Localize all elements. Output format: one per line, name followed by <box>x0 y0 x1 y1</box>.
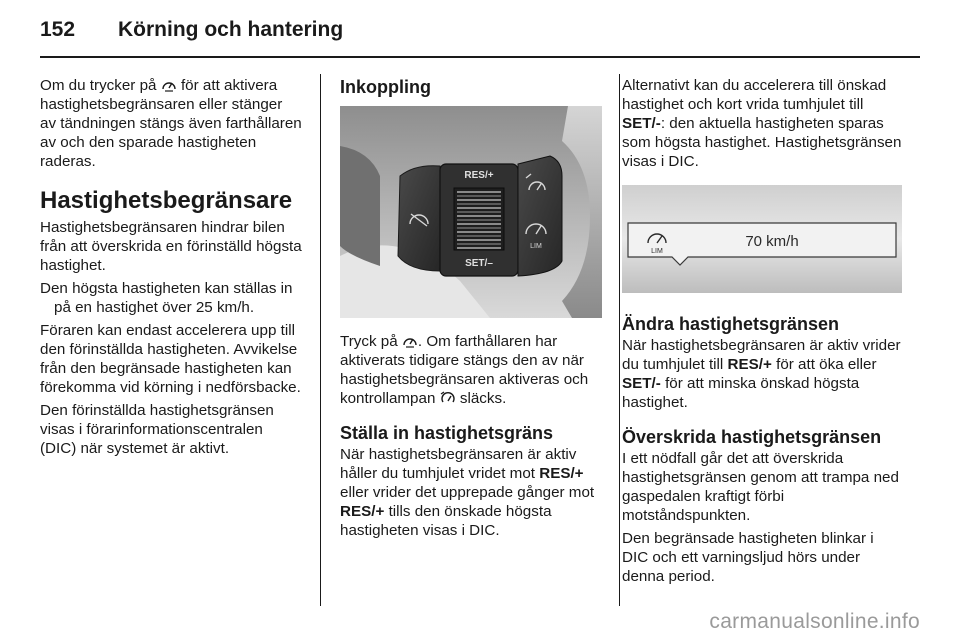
column-1 <box>40 76 302 462</box>
text: Om du trycker på <box>40 77 157 94</box>
text: för att minska önskad högsta hastighet. <box>622 375 860 411</box>
thumbwheel-rib <box>457 203 501 205</box>
paragraph <box>622 76 902 171</box>
thumbwheel-rib <box>457 207 501 209</box>
thumbwheel-rib <box>457 211 501 213</box>
page-header <box>40 14 920 50</box>
text: släcks. <box>459 390 507 407</box>
column-divider-2 <box>619 74 620 606</box>
thumbwheel-rib <box>457 199 501 201</box>
text: för att aktivera hastighetsbegränsaren eller stänger av tändningen stängs även farthållaren av och den sparade hastigheten raderas. <box>40 77 302 170</box>
thumbwheel-rib <box>457 191 501 193</box>
res-label: RES/+ <box>464 170 494 181</box>
paragraph: Föraren kan endast accelerera upp till den förinställda hastigheten. Avvikelse från den begränsade hastigheten kan förekomma vid körning i nedförsbacke. <box>40 322 301 396</box>
thumbwheel-rib <box>457 219 501 221</box>
section-heading: Ändra hastighetsgränsen <box>622 314 840 334</box>
speedometer-limiter-icon <box>402 333 418 348</box>
paragraph: I ett nödfall går det att överskrida hastighetsgränsen genom att trampa ned gaspedalen kraftigt förbi motståndspunkten. <box>622 450 899 524</box>
section-heading: Inkoppling <box>340 77 431 97</box>
paragraph: Hastighetsbegränsaren hindrar bilen från att överskrida en förinställd högsta hastighet. <box>40 219 302 274</box>
speedometer-limiter-icon <box>161 77 177 92</box>
text: När hastighetsbegränsaren är aktiv vrider du tumhjulet till <box>622 337 901 373</box>
thumbwheel-rib <box>457 239 501 241</box>
watermark: carmanualsonline.info <box>709 610 920 633</box>
subsection-heading: Ställa in hastighetsgräns <box>340 423 554 443</box>
section-heading: Hastighetsbegränsare <box>40 187 293 214</box>
column-3 <box>622 76 902 590</box>
bold-text: RES/+ <box>727 356 772 373</box>
lim-label: LIM <box>651 248 663 255</box>
thumbwheel-rib <box>457 247 501 249</box>
thumbwheel-rib <box>457 231 501 233</box>
set-label: SET/– <box>465 258 493 269</box>
lim-label: LIM <box>530 243 542 250</box>
paragraph <box>40 76 302 171</box>
text: : den aktuella hastigheten sparas som högsta hastighet. Hastighetsgränsen visas i DIC. <box>622 115 902 170</box>
thumbwheel-rib <box>457 235 501 237</box>
paragraph: Den begränsade hastigheten blinkar i DIC och ett varningsljud hörs under denna period. <box>622 530 874 585</box>
text: Tryck på <box>340 333 398 350</box>
paragraph <box>340 445 602 540</box>
cruise-control-indicator-icon <box>440 390 456 405</box>
dic-display-figure <box>622 185 902 293</box>
text: När hastighetsbegränsaren är aktiv håller du tumhjulet vridet mot <box>340 446 577 482</box>
text: för att öka eller <box>776 356 877 373</box>
speed-readout: 70 km/h <box>745 233 799 250</box>
column-2 <box>340 76 602 544</box>
paragraph: Den högsta hastigheten kan ställas in på en hastighet över 25 km/h. <box>40 280 293 316</box>
page-number: 152 <box>40 18 76 41</box>
header-rule <box>40 56 920 58</box>
text: eller vrider det upprepade gånger mot <box>340 484 595 501</box>
text: Alternativt kan du accelerera till önskad hastighet och kort vrida tumhjulet till <box>622 77 887 113</box>
thumbwheel-rib <box>457 215 501 217</box>
section-heading: Överskrida hastighetsgränsen <box>622 427 882 447</box>
steering-wheel-controls-figure <box>340 106 602 318</box>
bold-text: SET/- <box>622 115 661 132</box>
bold-text: SET/- <box>622 375 661 392</box>
paragraph <box>622 336 902 412</box>
thumbwheel-rib <box>457 195 501 197</box>
bold-text: RES/+ <box>340 503 385 520</box>
paragraph: Den förinställda hastighetsgränsen visas i förarinformationscentralen (DIC) när systemet är aktivt. <box>40 402 274 457</box>
thumbwheel-rib <box>457 243 501 245</box>
thumbwheel-rib <box>457 227 501 229</box>
text: . Om farthållaren har aktiverats tidigare stängs den av när hastighetsbegränsaren aktiveras och kontrollampan <box>340 333 589 407</box>
column-divider-1 <box>320 74 321 606</box>
paragraph <box>340 332 602 408</box>
page-title: Körning och hantering <box>118 18 344 41</box>
text: tills den önskade högsta hastigheten visas i DIC. <box>340 503 552 539</box>
thumbwheel-rib <box>457 223 501 225</box>
bold-text: RES/+ <box>539 465 584 482</box>
